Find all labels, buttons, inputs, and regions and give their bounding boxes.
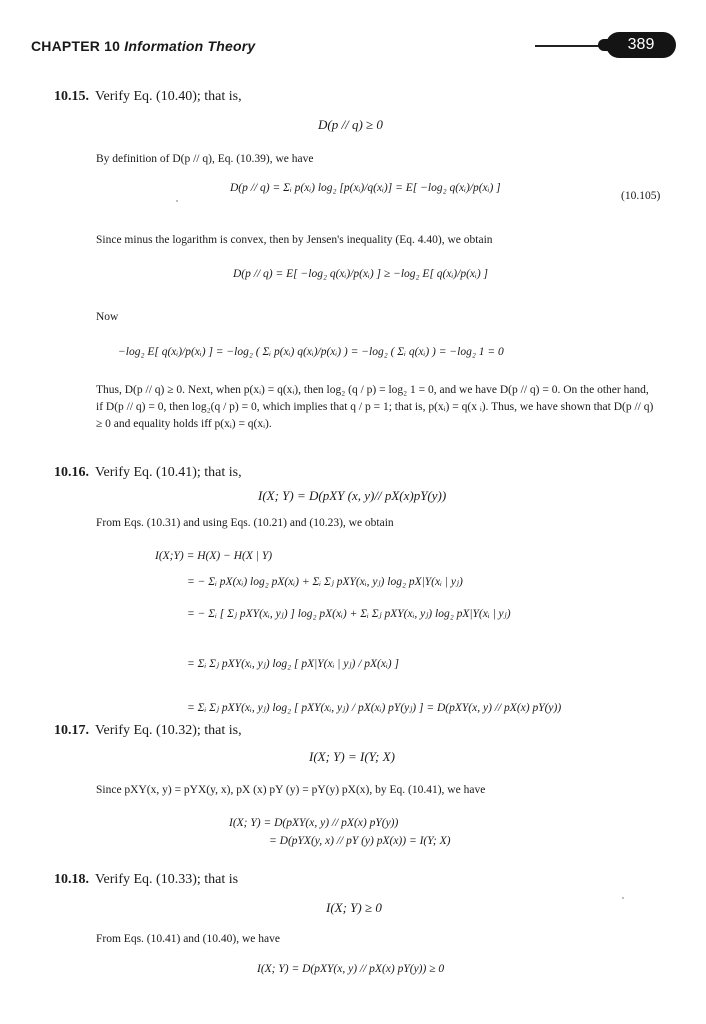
derivation-line: I(X;Y) = H(X) − H(X | Y) <box>155 550 273 562</box>
body-text: Now <box>96 311 119 323</box>
page-number-badge <box>606 32 676 58</box>
problem-number: 10.17. <box>54 723 89 738</box>
problem-statement: Verify Eq. (10.41); that is, <box>95 465 242 480</box>
problem-10-15-heading <box>54 89 242 105</box>
problem-10-17-heading <box>54 723 242 739</box>
conclusion-paragraph: Thus, D(p // q) ≥ 0. Next, when p(xᵢ) = q(xᵢ), then log₂ (q / p) = log₂ 1 = 0, and we have D(p // q) = 0. On the other hand, if D(p // q) = 0, then log₂(q / p) = 0, which implies that q / p = 1; that is, p(xᵢ) = q(x ᵢ). Thus, we have shown that D(p // q) ≥ 0 and equality holds iff p(xᵢ) = q(xᵢ). <box>96 384 654 430</box>
equation-10-105: D(p // q) = Σᵢ p(xᵢ) log₂ [p(xᵢ)/q(xᵢ)] = E[ −log₂ q(xᵢ)/p(xᵢ) ] <box>230 182 501 194</box>
problem-10-18-heading <box>54 872 238 888</box>
derivation-line: I(X; Y) = D(pXY(x, y) // pX(x) pY(y)) ≥ 0 <box>257 963 445 975</box>
chapter-title: Information Theory <box>124 38 256 54</box>
derivation-line: I(X; Y) = D(pXY(x, y) // pX(x) pY(y)) <box>229 817 399 829</box>
derivation-line: = − Σᵢ [ Σⱼ pXY(xᵢ, yⱼ) ] log₂ pX(xᵢ) + Σᵢ Σⱼ pXY(xᵢ, yⱼ) log₂ pX|Y(xᵢ | yⱼ) <box>187 608 511 620</box>
derivation-line: = Σᵢ Σⱼ pXY(xᵢ, yⱼ) log₂ [ pXY(xᵢ, yⱼ) / pX(xᵢ) pY(yⱼ) ] = D(pXY(x, y) // pX(x) pY(y)) <box>187 702 562 714</box>
problem-10-16-heading <box>54 465 242 481</box>
body-text: From Eqs. (10.41) and (10.40), we have <box>96 933 280 945</box>
claim-equation: I(X; Y) = I(Y; X) <box>309 749 395 764</box>
body-text: By definition of D(p // q), Eq. (10.39), we have <box>96 153 314 165</box>
body-text: Since minus the logarithm is convex, then by Jensen's inequality (Eq. 4.40), we obtain <box>96 234 493 246</box>
problem-statement: Verify Eq. (10.33); that is <box>95 872 239 887</box>
body-text: Since pXY(x, y) = pYX(y, x), pX (x) pY (y) = pY(y) pX(x), by Eq. (10.41), we have <box>96 784 486 796</box>
derivation-line: = D(pYX(y, x) // pY (y) pX(x)) = I(Y; X) <box>269 835 451 847</box>
problem-number: 10.15. <box>54 89 89 104</box>
running-header <box>31 38 255 54</box>
scan-speck <box>176 200 178 202</box>
problem-number: 10.18. <box>54 872 89 887</box>
problem-statement: Verify Eq. (10.40); that is, <box>95 89 242 104</box>
problem-statement: Verify Eq. (10.32); that is, <box>95 723 242 738</box>
chapter-label: CHAPTER 10 <box>31 38 121 54</box>
claim-equation: I(X; Y) = D(pXY (x, y)// pX(x)pY(y)) <box>258 488 447 503</box>
equation-number: (10.105) <box>621 190 661 202</box>
jensen-inequality: D(p // q) = E[ −log₂ q(xᵢ)/p(xᵢ) ] ≥ −log₂ E[ q(xᵢ)/p(xᵢ) ] <box>233 268 489 280</box>
claim-equation: D(p // q) ≥ 0 <box>318 117 383 132</box>
page-number: 389 <box>627 36 655 53</box>
body-text: From Eqs. (10.31) and using Eqs. (10.21) and (10.23), we obtain <box>96 517 394 529</box>
derivation-line: = Σᵢ Σⱼ pXY(xᵢ, yⱼ) log₂ [ pX|Y(xᵢ | yⱼ) / pX(xᵢ) ] <box>187 658 399 670</box>
claim-equation: I(X; Y) ≥ 0 <box>326 900 382 915</box>
problem-number: 10.16. <box>54 465 89 480</box>
scan-speck <box>622 897 624 899</box>
expectation-equation: −log₂ E[ q(xᵢ)/p(xᵢ) ] = −log₂ ( Σᵢ p(xᵢ) q(xᵢ)/p(xᵢ) ) = −log₂ ( Σᵢ q(xᵢ) ) = −log₂ 1 = 0 <box>118 346 504 358</box>
derivation-line: = − Σᵢ pX(xᵢ) log₂ pX(xᵢ) + Σᵢ Σⱼ pXY(xᵢ, yⱼ) log₂ pX|Y(xᵢ | yⱼ) <box>187 576 463 588</box>
